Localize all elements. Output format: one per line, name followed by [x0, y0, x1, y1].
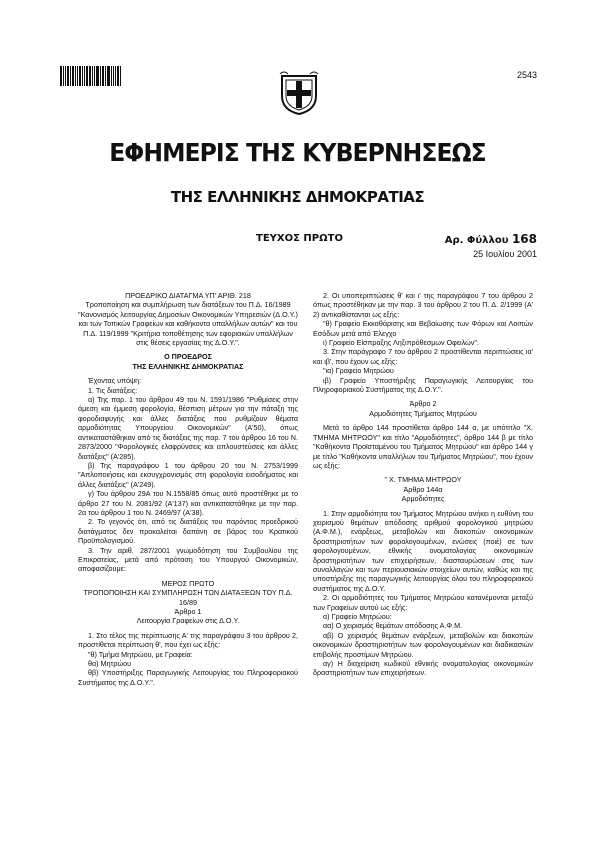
sheet-value: 168 [511, 232, 537, 246]
paragraph: Έχοντας υπόψη: [88, 376, 142, 386]
paragraph: 1. Στο τέλος της περίπτωσης Α' της παραγράφου 3 του άρθρου 2, προστίθεται περίπτωση θ', που έχει ως εξής: [78, 630, 298, 650]
paragraph: "ια) Γραφείο Μητρώου [323, 366, 394, 376]
paragraph: 3. Την αριθ. 287/2001 γνωμοδότηση του Συμβουλίου της Επικρατείας, μετά από πρόταση του Υπουργού Οικονομικών, αποφασίζουμε: [78, 545, 298, 574]
paragraph: Αρμοδιότητες [401, 494, 445, 504]
paragraph: αβ) Ο χειρισμός θεμάτων ενάρξεων, μεταβολών και διακοπών οικονομικών δραστηριοτήτων των φορολογουμένων και διαδικασιών επιβολής προστίμων Μητρώου. [313, 630, 533, 659]
paragraph: αγ) Η διαχείριση κωδικού εθνικής ονοματολογίας οικονομικών δραστηριοτήτων των επιχειρήσεων. [313, 659, 533, 678]
paragraph: Ο ΠΡΟΕΔΡΟΣ [164, 352, 212, 362]
paragraph: ΤΗΣ ΕΛΛΗΝΙΚΗΣ ΔΗΜΟΚΡΑΤΙΑΣ [132, 361, 244, 371]
issue-date: 25 Ιουλίου 2001 [473, 249, 537, 259]
paragraph: " Χ. ΤΜΗΜΑ ΜΗΤΡΩΟΥ [384, 475, 462, 485]
paragraph: γ) Του άρθρου 29Α του Ν.1558/85 όπως αυτό προστέθηκε με το άρθρο 27 του Ν. 2081/92 (Α'137) και αντικαταστάθηκε με την παρ. 2α του άρθρου 1 του Ν. 2469/97 (Α'38). [78, 489, 298, 517]
paragraph: ιβ) Γραφείο Υποστήριξης Παραγωγικής Λειτουργίας του Πληροφοριακού Συστήματος της Δ.Ο.Υ.". [313, 375, 533, 395]
paragraph: α) Γραφείο Μητρώου: [323, 612, 392, 621]
paragraph: θα) Μητρώου [88, 659, 131, 669]
paragraph: α) Της παρ. 1 του άρθρου 49 του Ν. 1591/1986 "Ρυθμίσεις στην άμεση και έμμεση φορολογία, θέσπιση μέτρων για την πάταξη της φοροδιαφυγής και άλλες διατάξεις που ρυθμίζουν θέματα αρμοδιότητας Υπουργείου Οικονομικών" (Α'50), όπως αντικαταστάθηκαν από τις διατάξεις της παρ. 7 του άρθρου 16 του Ν. 2873/2000 "Φορολογικές ελαφρύνσεις και απλουστεύσεις και άλλες διατάξεις" (Α'285). [78, 395, 298, 461]
page-number: 2543 [516, 70, 537, 80]
left-column [78, 291, 298, 687]
paragraph: αα) Ο χειρισμός θεμάτων απόδοσης Α.Φ.Μ. [323, 621, 463, 631]
right-column [313, 291, 533, 678]
paragraph: Τροποποίηση και συμπλήρωση των διατάξεων του Π.Δ. 16/1989 "Κανονισμός λειτουργίας Δημοσίων Οικονομικών Υπηρεσιών (Δ.Ο.Υ.) και των Τοπικών Γραφείων και καθήκοντα υπαλλήλων αυτών" και του Π.Δ. 119/1999 "Κριτήρια τοποθέτησης των εφοριακών υπαλλήλων στις θέσεις εργασίας της Δ.Ο.Υ.". [78, 300, 298, 348]
gazette-subtitle: ΤΗΣ ΕΛΛΗΝΙΚΗΣ ΔΗΜΟΚΡΑΤΙΑΣ [170, 188, 425, 206]
barcode-digits [58, 87, 124, 92]
paragraph: 1. Στην αρμοδιότητα του Τμήματος Μητρώου ανήκει η ευθύνη του χειρισμού θεμάτων απόδοσης αριθμού φορολογικού μητρώου (Α.Φ.Μ.), ενάρξεως, μεταβολών και διακοπών οικονομικών δραστηριοτήτων των φορολογουμένων, ενώσεις (ποιέ) σε των φορολογουμένων, εθνικής ονοματολογίας οικονομικών δραστηριοτήτων των επιχειρήσεων, διασταυρώσεων στις των συναλλαγών και των περιουσιακών στοιχείων αυτών, καθώς και της υποστήριξης της παραγωγικής λειτουργίας όλου του πληροφοριακού συστήματος της Δ.Ο.Υ. [313, 508, 533, 593]
greek-coat-of-arms-icon [278, 70, 320, 116]
paragraph: β) Της παραγράφου 1 του άρθρου 20 του Ν. 2753/1999 "Απλοποιήσεις και εκσυγχρονισμός στη φορολογία εισοδήματος και άλλες διατάξεις" (Α'249). [78, 460, 298, 489]
paragraph: θβ) Υποστήριξης Παραγωγικής Λειτουργίας του Πληροφοριακού Συστήματος της Δ.Ο.Υ.". [78, 668, 298, 687]
paragraph: Άρθρο 144α [403, 484, 443, 494]
paragraph: Αρμοδιότητες Τμήματος Μητρώου [369, 408, 477, 418]
barcode [60, 66, 122, 86]
paragraph: 2. Το γεγονός ότι, από τις διατάξεις του παρόντος προεδρικού διατάγματος δεν προκαλείται δαπάνη σε βάρος του Κρατικού Προϋπολογισμού. [78, 517, 298, 546]
paragraph: ΤΡΟΠΟΠΟΙΗΣΗ ΚΑΙ ΣΥΜΠΛΗΡΩΣΗ ΤΩΝ ΔΙΑΤΑΞΕΩΝ ΤΟΥ Π.Δ. 16/89 [83, 588, 293, 607]
paragraph: 2. Οι αρμοδιότητες του Τμήματος Μητρώου κατανέμονται μεταξύ των Γραφείων αυτού ως εξής: [313, 593, 533, 612]
paragraph: 1. Τις διατάξεις: [88, 385, 138, 395]
paragraph: Λειτουργία Γραφείων στις Δ.Ο.Υ. [136, 616, 240, 626]
paragraph: ι) Γραφείο Είσπραξης Ληξιπρόθεσμων Οφειλών". [323, 338, 479, 348]
paragraph: Μετά το άρθρο 144 προστίθεται άρθρο 144 α, με υπότιτλο "Χ. ΤΜΗΜΑ ΜΗΤΡΩΟΥ" και τίτλο "Αρμοδιότητες", άρθρο 144 β με τίτλο "Καθήκοντα Προϊσταμένου του Τμήματος Μητρώου" και άρθρο 144 γ με τίτλο "Καθήκοντα υπαλλήλων του Τμήματος Μητρώου", που έχουν ως εξής: [313, 423, 533, 470]
paragraph: "θ) Τμήμα Μητρώου, με Γραφεία: [88, 649, 193, 659]
paragraph: ΠΡΟΕΔΡΙΚΟ ΔΙΑΤΑΓΜΑ ΥΠ' ΑΡΙΘ. 218 [125, 291, 251, 300]
sheet-number [445, 232, 537, 246]
gazette-title: ΕΦΗΜΕΡΙΣ ΤΗΣ ΚΥΒΕΡΝΗΣΕΩΣ [109, 138, 486, 167]
paragraph: ΜΕΡΟΣ ΠΡΩΤΟ [161, 578, 215, 588]
issue-label: ΤΕΥΧΟΣ ΠΡΩΤΟ [256, 233, 343, 244]
paragraph: 2. Οι υποπεριπτώσεις θ' και ι' της παραγράφου 7 του άρθρου 2 όπως προστέθηκαν με την παρ. 3 του άρθρου 2 του Π. Δ. 2/1999 (Α' 2) αντικαθίστανται ως εξής: [313, 291, 533, 319]
paragraph: 3. Στην παράγραφο 7 του άρθρου 2 προστίθενται περιπτώσεις ια' και ιβ', που έχουν ως εξής: [313, 347, 533, 366]
paragraph: "θ) Γραφείο Εκκαθάρισης και Βεβαίωσης των Φόρων και Λοιπών Εσόδων μετά από Έλεγχο [313, 319, 533, 338]
paragraph: Άρθρο 2 [409, 399, 437, 409]
sheet-label: Αρ. Φύλλου [444, 235, 509, 246]
paragraph: Άρθρο 1 [174, 607, 202, 616]
